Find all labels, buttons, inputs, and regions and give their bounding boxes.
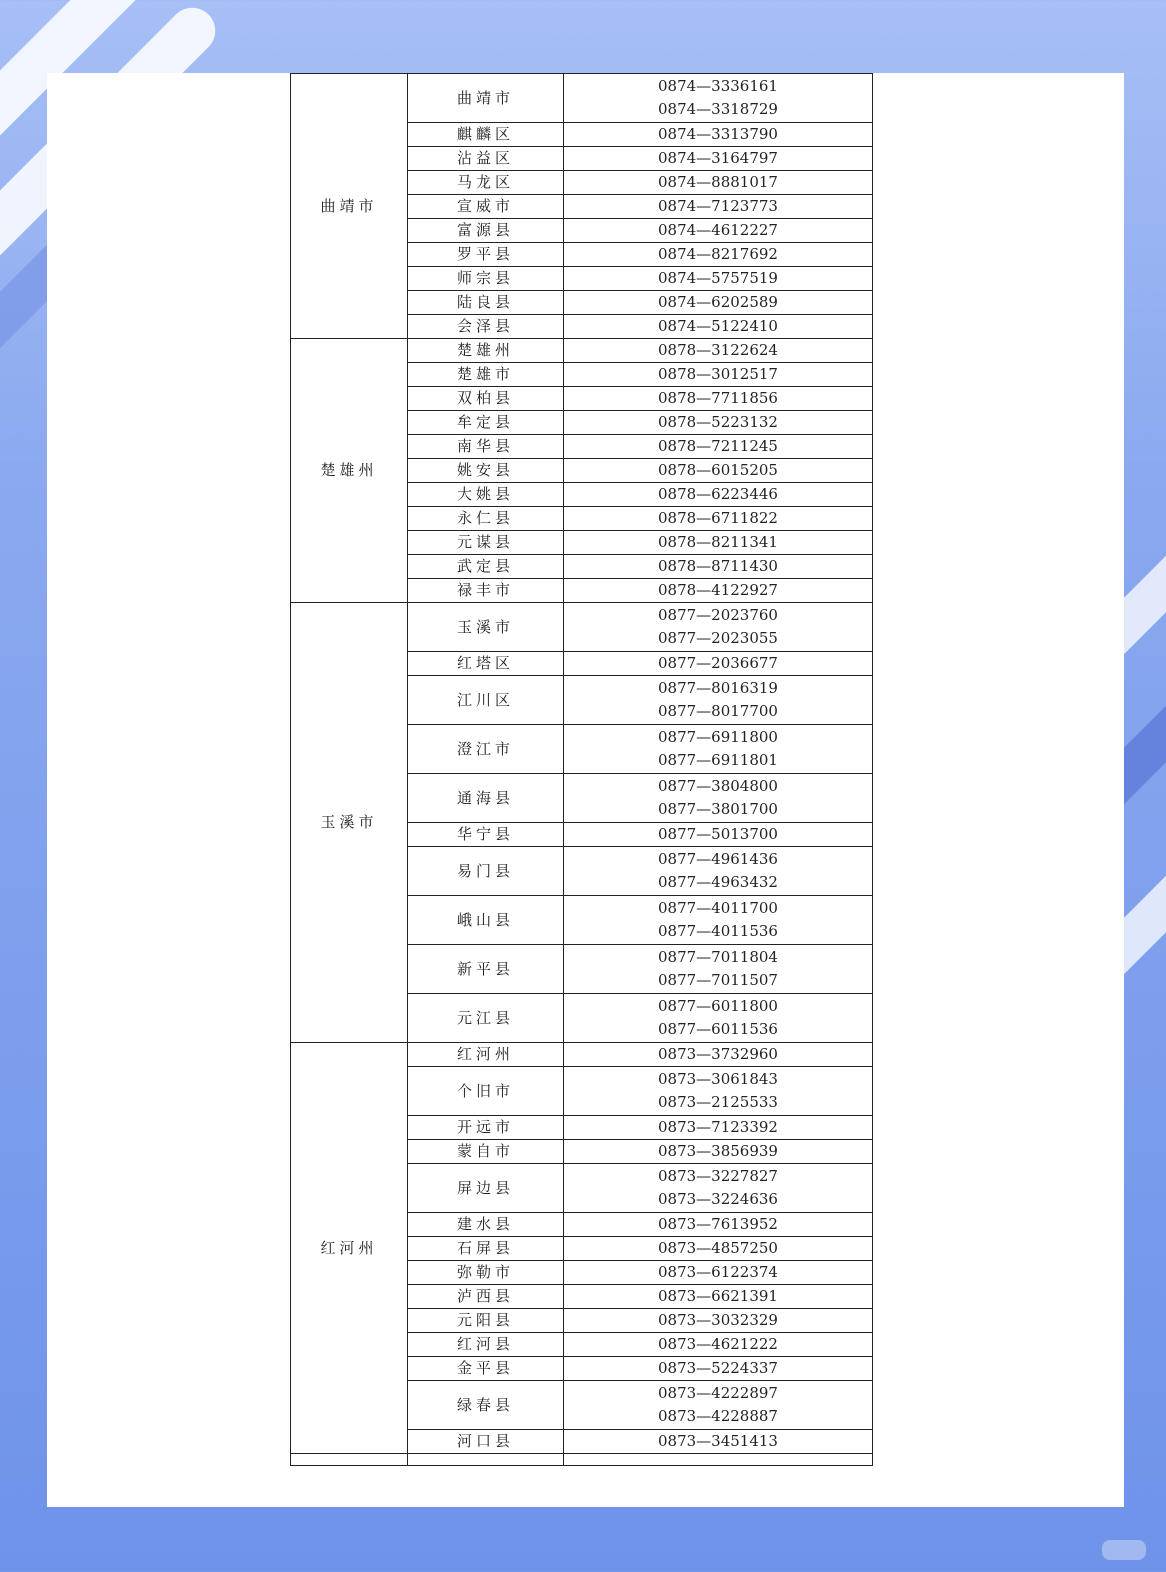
district-cell: 建水县 [408,1213,564,1237]
district-cell: 罗平县 [408,243,564,267]
phone-cell [564,1164,873,1213]
phone-number: 0878—7211245 [658,437,778,455]
empty-cell [408,1454,564,1466]
district-cell: 玉溪市 [408,603,564,652]
district-cell: 红河州 [408,1043,564,1067]
district-cell: 武定县 [408,555,564,579]
phone-number: 0874—3336161 [658,77,778,95]
region-cell: 曲靖市 [291,74,408,339]
phone-cell [564,315,873,339]
document-page [47,73,1124,1507]
phone-cell [564,823,873,847]
district-cell: 陆良县 [408,291,564,315]
district-cell: 蒙自市 [408,1140,564,1164]
phone-number: 0878—3122624 [658,341,778,359]
phone-cell [564,531,873,555]
district-cell: 河口县 [408,1430,564,1454]
district-cell: 金平县 [408,1357,564,1381]
phone-number: 0877—2023760 [658,606,778,624]
district-cell: 通海县 [408,774,564,823]
district-cell: 元谋县 [408,531,564,555]
phone-cell [564,1237,873,1261]
phone-cell [564,555,873,579]
phone-cell [564,1067,873,1116]
district-cell: 麒麟区 [408,123,564,147]
phone-cell [564,219,873,243]
phone-cell [564,387,873,411]
phone-cell [564,459,873,483]
phone-number: 0873—6122374 [658,1263,778,1281]
phone-number: 0874—7123773 [658,197,778,215]
phone-cell [564,1213,873,1237]
phone-number: 0873—3451413 [658,1432,778,1450]
district-cell: 石屏县 [408,1237,564,1261]
phone-number: 0877—2023055 [658,629,778,647]
phone-number: 0878—4122927 [658,581,778,599]
phone-number: 0873—6621391 [658,1287,778,1305]
district-cell: 师宗县 [408,267,564,291]
contact-table [290,73,873,1466]
phone-number: 0878—8211341 [658,533,778,551]
phone-cell [564,363,873,387]
phone-cell [564,147,873,171]
phone-number: 0873—4857250 [658,1239,778,1257]
phone-number: 0873—3224636 [658,1190,778,1208]
phone-number: 0877—7011507 [658,971,778,989]
phone-cell [564,896,873,945]
phone-cell [564,243,873,267]
phone-number: 0878—8711430 [658,557,778,575]
empty-cell [564,1454,873,1466]
phone-number: 0874—4612227 [658,221,778,239]
phone-number: 0877—4011536 [658,922,778,940]
table-row [291,74,873,123]
district-cell: 元阳县 [408,1309,564,1333]
phone-cell [564,1381,873,1430]
phone-cell [564,507,873,531]
phone-cell [564,994,873,1043]
phone-cell [564,339,873,363]
district-cell: 双柏县 [408,387,564,411]
phone-number: 0873—3061843 [658,1070,778,1088]
phone-cell [564,123,873,147]
district-cell: 禄丰市 [408,579,564,603]
phone-number: 0877—3804800 [658,777,778,795]
phone-number: 0873—4621222 [658,1335,778,1353]
phone-number: 0878—3012517 [658,365,778,383]
phone-cell [564,847,873,896]
region-cell: 玉溪市 [291,603,408,1043]
phone-cell [564,291,873,315]
phone-cell [564,774,873,823]
district-cell: 永仁县 [408,507,564,531]
empty-cell [291,1454,408,1466]
table-row [291,1043,873,1067]
phone-number: 0874—3313790 [658,125,778,143]
phone-cell [564,1043,873,1067]
phone-number: 0874—3164797 [658,149,778,167]
district-cell: 开远市 [408,1116,564,1140]
phone-cell [564,1116,873,1140]
district-cell: 南华县 [408,435,564,459]
phone-number: 0877—3801700 [658,800,778,818]
phone-number: 0873—7123392 [658,1118,778,1136]
phone-cell [564,435,873,459]
district-cell: 弥勒市 [408,1261,564,1285]
phone-cell [564,725,873,774]
phone-number: 0873—7613952 [658,1215,778,1233]
district-cell: 楚雄市 [408,363,564,387]
phone-cell [564,411,873,435]
district-cell: 易门县 [408,847,564,896]
table-row [291,339,873,363]
phone-number: 0877—2036677 [658,654,778,672]
phone-number: 0874—8217692 [658,245,778,263]
phone-cell [564,1333,873,1357]
phone-number: 0873—2125533 [658,1093,778,1111]
phone-number: 0873—3032329 [658,1311,778,1329]
phone-number: 0877—8016319 [658,679,778,697]
district-cell: 个旧市 [408,1067,564,1116]
phone-number: 0878—6015205 [658,461,778,479]
phone-cell [564,267,873,291]
phone-cell [564,171,873,195]
district-cell: 屏边县 [408,1164,564,1213]
phone-cell [564,74,873,123]
phone-number: 0877—6011536 [658,1020,778,1038]
phone-number: 0877—4961436 [658,850,778,868]
phone-cell [564,1430,873,1454]
phone-cell [564,1309,873,1333]
district-cell: 峨山县 [408,896,564,945]
phone-number: 0873—3856939 [658,1142,778,1160]
district-cell: 马龙区 [408,171,564,195]
district-cell: 元江县 [408,994,564,1043]
phone-number: 0873—3227827 [658,1167,778,1185]
phone-number: 0873—4228887 [658,1407,778,1425]
phone-number: 0878—6711822 [658,509,778,527]
phone-cell [564,195,873,219]
phone-number: 0874—3318729 [658,100,778,118]
phone-number: 0874—5757519 [658,269,778,287]
region-cell: 楚雄州 [291,339,408,603]
district-cell: 新平县 [408,945,564,994]
phone-number: 0877—4963432 [658,873,778,891]
district-cell: 富源县 [408,219,564,243]
district-cell: 红塔区 [408,652,564,676]
phone-number: 0873—4222897 [658,1384,778,1402]
contact-table-body [291,74,873,1466]
phone-number: 0873—5224337 [658,1359,778,1377]
district-cell: 澄江市 [408,725,564,774]
district-cell: 绿春县 [408,1381,564,1430]
phone-cell [564,676,873,725]
phone-number: 0877—6011800 [658,997,778,1015]
table-row [291,603,873,652]
district-cell: 大姚县 [408,483,564,507]
phone-cell [564,603,873,652]
phone-number: 0877—5013700 [658,825,778,843]
table-row [291,1454,873,1466]
district-cell: 华宁县 [408,823,564,847]
district-cell: 楚雄州 [408,339,564,363]
district-cell: 宣威市 [408,195,564,219]
phone-number: 0874—8881017 [658,173,778,191]
phone-cell [564,1357,873,1381]
phone-number: 0873—3732960 [658,1045,778,1063]
phone-number: 0878—7711856 [658,389,778,407]
phone-cell [564,483,873,507]
phone-cell [564,652,873,676]
phone-number: 0878—5223132 [658,413,778,431]
district-cell: 牟定县 [408,411,564,435]
phone-cell [564,1285,873,1309]
region-cell: 红河州 [291,1043,408,1454]
district-cell: 江川区 [408,676,564,725]
phone-cell [564,1140,873,1164]
phone-number: 0877—7011804 [658,948,778,966]
district-cell: 沾益区 [408,147,564,171]
district-cell: 姚安县 [408,459,564,483]
district-cell: 泸西县 [408,1285,564,1309]
watermark-logo [1102,1540,1146,1560]
phone-number: 0874—5122410 [658,317,778,335]
phone-number: 0877—8017700 [658,702,778,720]
phone-cell [564,1261,873,1285]
district-cell: 曲靖市 [408,74,564,123]
phone-number: 0877—6911800 [658,728,778,746]
phone-number: 0874—6202589 [658,293,778,311]
phone-cell [564,945,873,994]
district-cell: 会泽县 [408,315,564,339]
phone-number: 0877—4011700 [658,899,778,917]
phone-cell [564,579,873,603]
phone-number: 0878—6223446 [658,485,778,503]
phone-number: 0877—6911801 [658,751,778,769]
district-cell: 红河县 [408,1333,564,1357]
